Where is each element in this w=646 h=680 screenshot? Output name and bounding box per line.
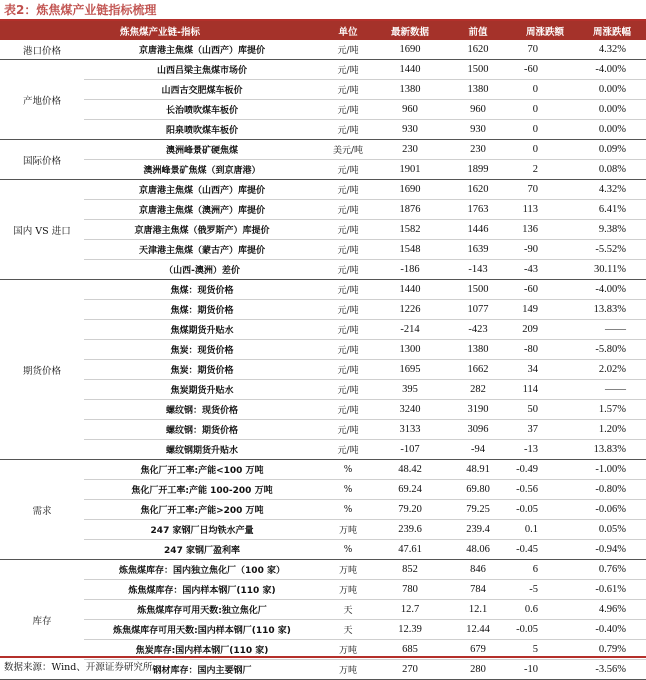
previous-value-cell: 784 — [444, 580, 512, 600]
weekly-change-cell: 114 — [512, 380, 578, 400]
group-label: 港口价格 — [0, 40, 84, 60]
table-row — [0, 120, 646, 140]
weekly-change-pct-cell: —— — [578, 320, 646, 340]
previous-value-cell: 12.44 — [444, 620, 512, 640]
previous-value-cell: 1077 — [444, 300, 512, 320]
unit-cell: 元/吨 — [320, 240, 376, 260]
previous-value-cell: 1446 — [444, 220, 512, 240]
latest-value-cell: 230 — [376, 140, 444, 160]
weekly-change-pct-cell: 4.32% — [578, 180, 646, 200]
unit-cell: 元/吨 — [320, 360, 376, 380]
table-row — [0, 280, 646, 300]
weekly-change-pct-cell: 0.05% — [578, 520, 646, 540]
table-row — [0, 320, 646, 340]
unit-cell: 万吨 — [320, 640, 376, 660]
indicator-cell: 焦炭期货升贴水 — [84, 380, 320, 400]
latest-value-cell: 3133 — [376, 420, 444, 440]
unit-cell: % — [320, 460, 376, 480]
latest-value-cell: 1380 — [376, 80, 444, 100]
table-row — [0, 440, 646, 460]
table-row — [0, 220, 646, 240]
unit-cell: 元/吨 — [320, 200, 376, 220]
latest-value-cell: 12.39 — [376, 620, 444, 640]
latest-value-cell: 685 — [376, 640, 444, 660]
weekly-change-cell: -43 — [512, 260, 578, 280]
table-row — [0, 200, 646, 220]
group-label: 国内 VS 进口 — [0, 180, 84, 280]
previous-value-cell: 1639 — [444, 240, 512, 260]
unit-cell: 元/吨 — [320, 400, 376, 420]
unit-cell: 万吨 — [320, 580, 376, 600]
weekly-change-cell: 2 — [512, 160, 578, 180]
table-row — [0, 160, 646, 180]
unit-cell: 元/吨 — [320, 100, 376, 120]
unit-cell: % — [320, 540, 376, 560]
weekly-change-pct-cell: 6.41% — [578, 200, 646, 220]
weekly-change-cell: 6 — [512, 560, 578, 580]
weekly-change-cell: 136 — [512, 220, 578, 240]
weekly-change-pct-cell: —— — [578, 380, 646, 400]
header-latest: 最新数据 — [376, 21, 444, 40]
table-row — [0, 300, 646, 320]
header-unit: 单位 — [320, 21, 376, 40]
previous-value-cell: -94 — [444, 440, 512, 460]
weekly-change-cell: 0.1 — [512, 520, 578, 540]
indicator-cell: 247 家钢厂盈利率 — [84, 540, 320, 560]
latest-value-cell: 239.6 — [376, 520, 444, 540]
indicator-cell: 焦煤：现货价格 — [84, 280, 320, 300]
previous-value-cell: 280 — [444, 660, 512, 680]
weekly-change-pct-cell: -5.52% — [578, 240, 646, 260]
latest-value-cell: 1901 — [376, 160, 444, 180]
unit-cell: 元/吨 — [320, 220, 376, 240]
table-row — [0, 540, 646, 560]
unit-cell: % — [320, 500, 376, 520]
indicator-cell: 京唐港主焦煤（澳洲产）库提价 — [84, 200, 320, 220]
indicator-cell: 炼焦煤库存：国内独立焦化厂（100 家） — [84, 560, 320, 580]
table-row — [0, 600, 646, 620]
indicator-cell: 焦化厂开工率:产能 100-200 万吨 — [84, 480, 320, 500]
previous-value-cell: 1500 — [444, 280, 512, 300]
weekly-change-cell: 70 — [512, 180, 578, 200]
indicator-cell: 炼焦煤库存可用天数:国内样本钢厂(110 家) — [84, 620, 320, 640]
weekly-change-pct-cell: 2.02% — [578, 360, 646, 380]
previous-value-cell: 1620 — [444, 180, 512, 200]
weekly-change-pct-cell: -0.94% — [578, 540, 646, 560]
indicator-cell: 焦炭：期货价格 — [84, 360, 320, 380]
unit-cell: 元/吨 — [320, 440, 376, 460]
previous-value-cell: -143 — [444, 260, 512, 280]
previous-value-cell: 69.80 — [444, 480, 512, 500]
indicator-cell: 247 家钢厂日均铁水产量 — [84, 520, 320, 540]
unit-cell: 元/吨 — [320, 320, 376, 340]
latest-value-cell: 270 — [376, 660, 444, 680]
table-row — [0, 140, 646, 160]
previous-value-cell: 1620 — [444, 40, 512, 60]
table-header-row — [0, 21, 646, 40]
weekly-change-cell: 70 — [512, 40, 578, 60]
unit-cell: 天 — [320, 600, 376, 620]
group-label: 国际价格 — [0, 140, 84, 180]
unit-cell: 元/吨 — [320, 40, 376, 60]
latest-value-cell: 1226 — [376, 300, 444, 320]
latest-value-cell: 1440 — [376, 280, 444, 300]
weekly-change-pct-cell: -3.56% — [578, 660, 646, 680]
table-row — [0, 100, 646, 120]
weekly-change-pct-cell: 13.83% — [578, 300, 646, 320]
table-row — [0, 380, 646, 400]
weekly-change-pct-cell: 0.00% — [578, 80, 646, 100]
weekly-change-cell: 37 — [512, 420, 578, 440]
coking-coal-indicator-table — [0, 21, 646, 680]
weekly-change-pct-cell: 0.00% — [578, 100, 646, 120]
indicator-cell: 焦炭库存:国内样本钢厂(110 家) — [84, 640, 320, 660]
latest-value-cell: 47.61 — [376, 540, 444, 560]
weekly-change-cell: -13 — [512, 440, 578, 460]
header-weekly-change: 周涨跌额 — [512, 21, 578, 40]
previous-value-cell: 79.25 — [444, 500, 512, 520]
table-row — [0, 40, 646, 60]
unit-cell: 元/吨 — [320, 260, 376, 280]
weekly-change-pct-cell: -4.00% — [578, 280, 646, 300]
indicator-cell: 螺纹钢：期货价格 — [84, 420, 320, 440]
previous-value-cell: 930 — [444, 120, 512, 140]
indicator-cell: 京唐港主焦煤（山西产）库提价 — [84, 40, 320, 60]
group-label: 期货价格 — [0, 280, 84, 460]
indicator-cell: 螺纹钢期货升贴水 — [84, 440, 320, 460]
latest-value-cell: 1695 — [376, 360, 444, 380]
indicator-cell: 长治喷吹煤车板价 — [84, 100, 320, 120]
weekly-change-pct-cell: 4.32% — [578, 40, 646, 60]
table-row — [0, 80, 646, 100]
weekly-change-cell: 0 — [512, 140, 578, 160]
table-row — [0, 580, 646, 600]
unit-cell: 万吨 — [320, 560, 376, 580]
weekly-change-cell: 34 — [512, 360, 578, 380]
indicator-cell: 阳泉喷吹煤车板价 — [84, 120, 320, 140]
weekly-change-cell: -0.45 — [512, 540, 578, 560]
indicator-cell: 钢材库存：国内主要钢厂 — [84, 660, 320, 680]
unit-cell: 元/吨 — [320, 60, 376, 80]
previous-value-cell: 846 — [444, 560, 512, 580]
previous-value-cell: 1380 — [444, 340, 512, 360]
indicator-cell: 京唐港主焦煤（俄罗斯产）库提价 — [84, 220, 320, 240]
weekly-change-pct-cell: 0.76% — [578, 560, 646, 580]
weekly-change-pct-cell: 0.00% — [578, 120, 646, 140]
weekly-change-pct-cell: 4.96% — [578, 600, 646, 620]
indicator-cell: 焦化厂开工率:产能>200 万吨 — [84, 500, 320, 520]
latest-value-cell: 12.7 — [376, 600, 444, 620]
weekly-change-pct-cell: -4.00% — [578, 60, 646, 80]
weekly-change-cell: 5 — [512, 640, 578, 660]
indicator-cell: 炼焦煤库存可用天数:独立焦化厂 — [84, 600, 320, 620]
previous-value-cell: 960 — [444, 100, 512, 120]
indicator-cell: 天津港主焦煤（蒙古产）库提价 — [84, 240, 320, 260]
indicator-cell: 京唐港主焦煤（山西产）库提价 — [84, 180, 320, 200]
weekly-change-pct-cell: 30.11% — [578, 260, 646, 280]
unit-cell: 元/吨 — [320, 120, 376, 140]
group-label: 需求 — [0, 460, 84, 560]
weekly-change-cell: -60 — [512, 60, 578, 80]
previous-value-cell: 239.4 — [444, 520, 512, 540]
indicator-cell: 炼焦煤库存：国内样本钢厂(110 家) — [84, 580, 320, 600]
header-indicator: 炼焦煤产业链-指标 — [0, 21, 320, 40]
weekly-change-pct-cell: -1.00% — [578, 460, 646, 480]
latest-value-cell: 395 — [376, 380, 444, 400]
weekly-change-pct-cell: -0.61% — [578, 580, 646, 600]
weekly-change-pct-cell: 0.79% — [578, 640, 646, 660]
latest-value-cell: 69.24 — [376, 480, 444, 500]
weekly-change-pct-cell: -0.80% — [578, 480, 646, 500]
previous-value-cell: 48.91 — [444, 460, 512, 480]
indicator-cell: 焦煤：期货价格 — [84, 300, 320, 320]
weekly-change-cell: -0.05 — [512, 500, 578, 520]
weekly-change-cell: -0.49 — [512, 460, 578, 480]
weekly-change-cell: 209 — [512, 320, 578, 340]
table-body — [0, 40, 646, 680]
unit-cell: 元/吨 — [320, 380, 376, 400]
weekly-change-pct-cell: 9.38% — [578, 220, 646, 240]
previous-value-cell: 230 — [444, 140, 512, 160]
indicator-cell: 山西吕梁主焦煤市场价 — [84, 60, 320, 80]
weekly-change-cell: 50 — [512, 400, 578, 420]
weekly-change-cell: 113 — [512, 200, 578, 220]
unit-cell: 元/吨 — [320, 160, 376, 180]
weekly-change-cell: -60 — [512, 280, 578, 300]
latest-value-cell: 48.42 — [376, 460, 444, 480]
latest-value-cell: 1440 — [376, 60, 444, 80]
indicator-cell: （山西-澳洲）差价 — [84, 260, 320, 280]
indicator-cell: 焦炭：现货价格 — [84, 340, 320, 360]
indicator-cell: 山西古交肥煤车板价 — [84, 80, 320, 100]
latest-value-cell: -186 — [376, 260, 444, 280]
weekly-change-pct-cell: 1.20% — [578, 420, 646, 440]
indicator-cell: 澳洲峰景矿焦煤（到京唐港） — [84, 160, 320, 180]
indicator-cell: 螺纹钢：现货价格 — [84, 400, 320, 420]
unit-cell: 万吨 — [320, 520, 376, 540]
table-row — [0, 340, 646, 360]
weekly-change-cell: 0 — [512, 120, 578, 140]
indicator-cell: 焦煤期货升贴水 — [84, 320, 320, 340]
latest-value-cell: 79.20 — [376, 500, 444, 520]
unit-cell: 元/吨 — [320, 280, 376, 300]
latest-value-cell: -107 — [376, 440, 444, 460]
weekly-change-cell: 0.6 — [512, 600, 578, 620]
previous-value-cell: 679 — [444, 640, 512, 660]
weekly-change-pct-cell: 0.08% — [578, 160, 646, 180]
latest-value-cell: 852 — [376, 560, 444, 580]
unit-cell: 元/吨 — [320, 420, 376, 440]
weekly-change-cell: 0 — [512, 80, 578, 100]
table-row — [0, 180, 646, 200]
table-row — [0, 460, 646, 480]
data-source-note: 数据来源：Wind、开源证券研究所 — [0, 656, 646, 676]
latest-value-cell: 930 — [376, 120, 444, 140]
header-previous: 前值 — [444, 21, 512, 40]
header-weekly-change-pct: 周涨跌幅 — [578, 21, 646, 40]
weekly-change-cell: -80 — [512, 340, 578, 360]
table-row — [0, 500, 646, 520]
previous-value-cell: 1763 — [444, 200, 512, 220]
previous-value-cell: 1500 — [444, 60, 512, 80]
unit-cell: 天 — [320, 620, 376, 640]
weekly-change-cell: -0.56 — [512, 480, 578, 500]
latest-value-cell: 960 — [376, 100, 444, 120]
table-row — [0, 360, 646, 380]
table-row — [0, 520, 646, 540]
latest-value-cell: 1582 — [376, 220, 444, 240]
group-label: 库存 — [0, 560, 84, 680]
table-row — [0, 240, 646, 260]
weekly-change-cell: 149 — [512, 300, 578, 320]
previous-value-cell: 1380 — [444, 80, 512, 100]
weekly-change-cell: 0 — [512, 100, 578, 120]
unit-cell: 元/吨 — [320, 180, 376, 200]
table-row — [0, 420, 646, 440]
unit-cell: 美元/吨 — [320, 140, 376, 160]
weekly-change-cell: -0.05 — [512, 620, 578, 640]
table-row — [0, 400, 646, 420]
unit-cell: % — [320, 480, 376, 500]
table-row — [0, 620, 646, 640]
unit-cell: 元/吨 — [320, 80, 376, 100]
unit-cell: 元/吨 — [320, 340, 376, 360]
weekly-change-pct-cell: -0.06% — [578, 500, 646, 520]
weekly-change-pct-cell: 13.83% — [578, 440, 646, 460]
latest-value-cell: 3240 — [376, 400, 444, 420]
weekly-change-pct-cell: -5.80% — [578, 340, 646, 360]
latest-value-cell: -214 — [376, 320, 444, 340]
group-label: 产地价格 — [0, 60, 84, 140]
unit-cell: 万吨 — [320, 660, 376, 680]
latest-value-cell: 1300 — [376, 340, 444, 360]
previous-value-cell: 3190 — [444, 400, 512, 420]
weekly-change-pct-cell: -0.40% — [578, 620, 646, 640]
latest-value-cell: 1876 — [376, 200, 444, 220]
indicator-cell: 澳洲峰景矿硬焦煤 — [84, 140, 320, 160]
weekly-change-pct-cell: 0.09% — [578, 140, 646, 160]
latest-value-cell: 1690 — [376, 40, 444, 60]
weekly-change-pct-cell: 1.57% — [578, 400, 646, 420]
previous-value-cell: 1899 — [444, 160, 512, 180]
previous-value-cell: 3096 — [444, 420, 512, 440]
previous-value-cell: 12.1 — [444, 600, 512, 620]
indicator-cell: 焦化厂开工率:产能<100 万吨 — [84, 460, 320, 480]
previous-value-cell: -423 — [444, 320, 512, 340]
weekly-change-cell: -90 — [512, 240, 578, 260]
latest-value-cell: 1690 — [376, 180, 444, 200]
table-row — [0, 260, 646, 280]
table-row — [0, 560, 646, 580]
latest-value-cell: 1548 — [376, 240, 444, 260]
previous-value-cell: 48.06 — [444, 540, 512, 560]
unit-cell: 元/吨 — [320, 300, 376, 320]
table-row — [0, 60, 646, 80]
previous-value-cell: 1662 — [444, 360, 512, 380]
previous-value-cell: 282 — [444, 380, 512, 400]
latest-value-cell: 780 — [376, 580, 444, 600]
weekly-change-cell: -5 — [512, 580, 578, 600]
table-title: 表2：炼焦煤产业链指标梳理 — [4, 3, 157, 17]
table-row — [0, 480, 646, 500]
weekly-change-cell: -10 — [512, 660, 578, 680]
